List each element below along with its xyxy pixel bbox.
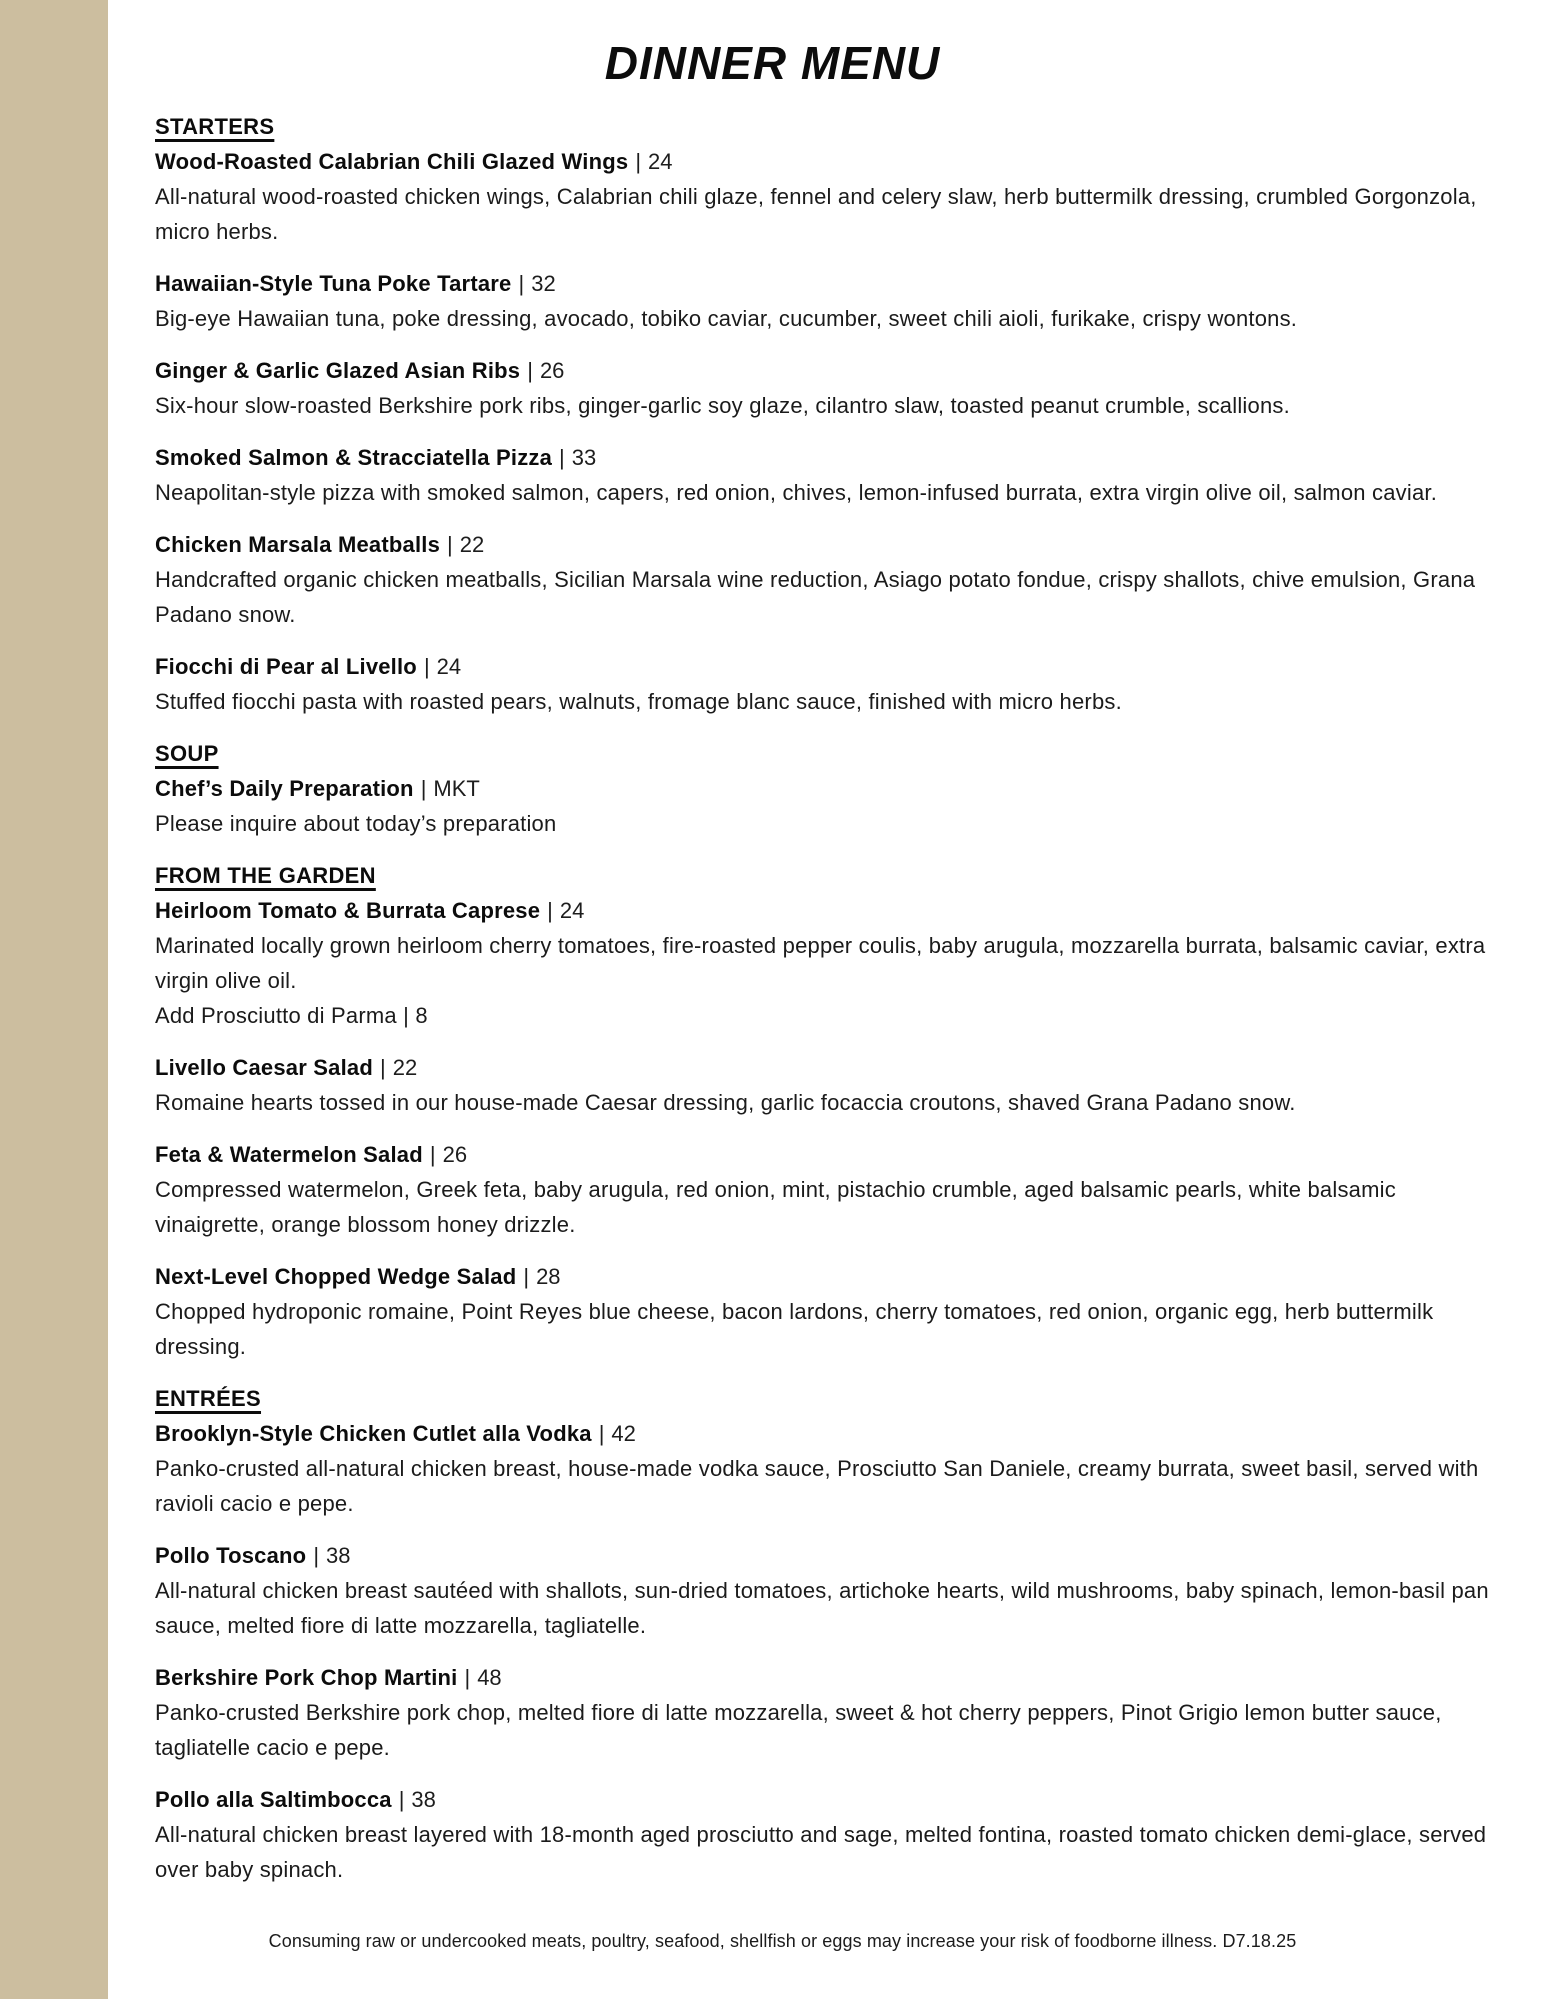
item-price: 32 (531, 271, 556, 297)
menu-content (108, 0, 1545, 1986)
item-price: 24 (648, 149, 673, 175)
item-description: All-natural wood-roasted chicken wings, Calabrian chili glaze, fennel and celery slaw, herb buttermilk dressing, crumbled Gorgonzola, micro herbs. (155, 184, 1477, 245)
item-name: Fiocchi di Pear al Livello (155, 654, 417, 680)
item-name: Brooklyn-Style Chicken Cutlet alla Vodka (155, 1421, 592, 1447)
price-separator: | (518, 271, 525, 297)
item-price: 33 (571, 445, 597, 471)
item-description: Romaine hearts tossed in our house-made Caesar dressing, garlic focaccia croutons, shaved Grana Padano snow. (155, 1090, 1296, 1116)
menu-item (155, 527, 1490, 632)
item-price: 22 (459, 532, 485, 558)
menu-section (155, 1381, 1490, 1887)
item-title-line (155, 144, 1490, 179)
menu-item (155, 1538, 1490, 1643)
item-name: Chef’s Daily Preparation (155, 776, 414, 802)
menu-item (155, 1137, 1490, 1242)
item-price: 28 (536, 1264, 561, 1290)
item-description: Marinated locally grown heirloom cherry tomatoes, fire-roasted pepper coulis, baby arugula, mozzarella burrata, balsamic caviar, extra virgin olive oil. (155, 933, 1486, 994)
item-description: All-natural chicken breast sautéed with shallots, sun-dried tomatoes, artichoke hearts, wild mushrooms, baby spinach, lemon-basil pan sauce, melted fiore di latte mozzarella, tagliatelle. (155, 1578, 1489, 1639)
footer-disclaimer: Consuming raw or undercooked meats, poultry, seafood, shellfish or eggs may increase your risk of foodborne illness. D7.18.25 (268, 1931, 1297, 1952)
item-price: MKT (433, 776, 480, 802)
item-description: Stuffed fiocchi pasta with roasted pears, walnuts, fromage blanc sauce, finished with micro herbs. (155, 689, 1122, 715)
price-separator: | (598, 1421, 605, 1447)
price-separator: | (420, 776, 427, 802)
price-separator: | (635, 149, 642, 175)
item-title-line (155, 353, 1490, 388)
item-price: 38 (411, 1787, 436, 1813)
item-addon: Add Prosciutto di Parma | 8 (155, 1003, 428, 1029)
item-name: Chicken Marsala Meatballs (155, 532, 441, 558)
menu-sections (155, 109, 1490, 1887)
item-name: Next-Level Chopped Wedge Salad (155, 1264, 517, 1290)
item-description: Please inquire about today’s preparation (155, 811, 557, 837)
item-description: Panko-crusted all-natural chicken breast, house-made vodka sauce, Prosciutto San Daniele, creamy burrata, sweet basil, served with ravioli cacio e pepe. (155, 1456, 1479, 1517)
item-description: Neapolitan-style pizza with smoked salmon, capers, red onion, chives, lemon-infused burrata, extra virgin olive oil, salmon caviar. (155, 480, 1438, 506)
page-title: DINNER MENU (604, 37, 941, 89)
menu-item (155, 1050, 1490, 1120)
price-separator: | (313, 1543, 320, 1569)
item-name: Wood-Roasted Calabrian Chili Glazed Wings (155, 149, 629, 175)
menu-item (155, 1259, 1490, 1364)
menu-item (155, 1660, 1490, 1765)
item-price: 24 (559, 898, 585, 924)
item-price: 24 (436, 654, 462, 680)
price-separator: | (523, 1264, 530, 1290)
item-price: 26 (539, 358, 565, 384)
item-title-line (155, 1538, 1490, 1573)
item-title-line (155, 1660, 1490, 1695)
menu-item (155, 144, 1490, 249)
price-separator: | (447, 532, 453, 558)
item-title-line (155, 1050, 1490, 1085)
item-description: Big-eye Hawaiian tuna, poke dressing, avocado, tobiko caviar, cucumber, sweet chili aioli, furikake, crispy wontons. (155, 306, 1298, 332)
item-title-line (155, 440, 1490, 475)
price-separator: | (464, 1665, 471, 1691)
left-accent-stripe (0, 0, 108, 1999)
section-items (155, 144, 1490, 719)
menu-item (155, 440, 1490, 510)
price-separator: | (423, 654, 430, 680)
menu-item (155, 1416, 1490, 1521)
price-separator: | (559, 445, 565, 471)
menu-section (155, 109, 1490, 719)
price-separator: | (527, 358, 533, 384)
menu-section (155, 858, 1490, 1364)
item-title-line (155, 1137, 1490, 1172)
item-title-line (155, 1782, 1490, 1817)
item-title-line (155, 266, 1490, 301)
section-heading: SOUP (155, 741, 219, 767)
price-separator: | (429, 1142, 436, 1168)
menu-item (155, 893, 1490, 1033)
item-title-line (155, 1416, 1490, 1451)
item-name: Feta & Watermelon Salad (155, 1142, 423, 1168)
price-separator: | (380, 1055, 386, 1081)
price-separator: | (547, 898, 553, 924)
item-name: Pollo Toscano (155, 1543, 307, 1569)
menu-item (155, 771, 1490, 841)
item-description: All-natural chicken breast layered with 18-month aged prosciutto and sage, melted fontina, roasted tomato chicken demi-glace, served over baby spinach. (155, 1822, 1487, 1883)
section-heading: ENTRÉES (155, 1386, 262, 1412)
section-items (155, 771, 1490, 841)
menu-item (155, 649, 1490, 719)
menu-item (155, 1782, 1490, 1887)
item-description: Panko-crusted Berkshire pork chop, melted fiore di latte mozzarella, sweet & hot cherry peppers, Pinot Grigio lemon butter sauce, tagliatelle cacio e pepe. (155, 1700, 1442, 1761)
item-price: 48 (477, 1665, 502, 1691)
price-separator: | (398, 1787, 405, 1813)
section-items (155, 893, 1490, 1364)
item-description: Chopped hydroponic romaine, Point Reyes blue cheese, bacon lardons, cherry tomatoes, red onion, organic egg, herb buttermilk dressing. (155, 1299, 1434, 1360)
item-title-line (155, 771, 1490, 806)
item-name: Berkshire Pork Chop Martini (155, 1665, 458, 1691)
item-title-line (155, 649, 1490, 684)
item-title-line (155, 893, 1490, 928)
item-price: 26 (442, 1142, 468, 1168)
menu-item (155, 353, 1490, 423)
item-name: Ginger & Garlic Glazed Asian Ribs (155, 358, 521, 384)
item-title-line (155, 1259, 1490, 1294)
item-description: Handcrafted organic chicken meatballs, Sicilian Marsala wine reduction, Asiago potato fondue, crispy shallots, chive emulsion, Grana Padano snow. (155, 567, 1476, 628)
item-title-line (155, 527, 1490, 562)
item-name: Smoked Salmon & Stracciatella Pizza (155, 445, 553, 471)
item-price: 42 (611, 1421, 636, 1447)
item-description: Six-hour slow-roasted Berkshire pork ribs, ginger-garlic soy glaze, cilantro slaw, toasted peanut crumble, scallions. (155, 393, 1290, 419)
item-name: Heirloom Tomato & Burrata Caprese (155, 898, 541, 924)
item-price: 22 (392, 1055, 418, 1081)
section-items (155, 1416, 1490, 1887)
item-name: Hawaiian-Style Tuna Poke Tartare (155, 271, 512, 297)
item-name: Pollo alla Saltimbocca (155, 1787, 392, 1813)
menu-section (155, 736, 1490, 841)
item-name: Livello Caesar Salad (155, 1055, 373, 1081)
item-price: 38 (326, 1543, 351, 1569)
section-heading: STARTERS (155, 114, 275, 140)
item-description: Compressed watermelon, Greek feta, baby arugula, red onion, mint, pistachio crumble, aged balsamic pearls, white balsamic vinaigrette, orange blossom honey drizzle. (155, 1177, 1396, 1238)
menu-item (155, 266, 1490, 336)
section-heading: FROM THE GARDEN (155, 863, 376, 889)
